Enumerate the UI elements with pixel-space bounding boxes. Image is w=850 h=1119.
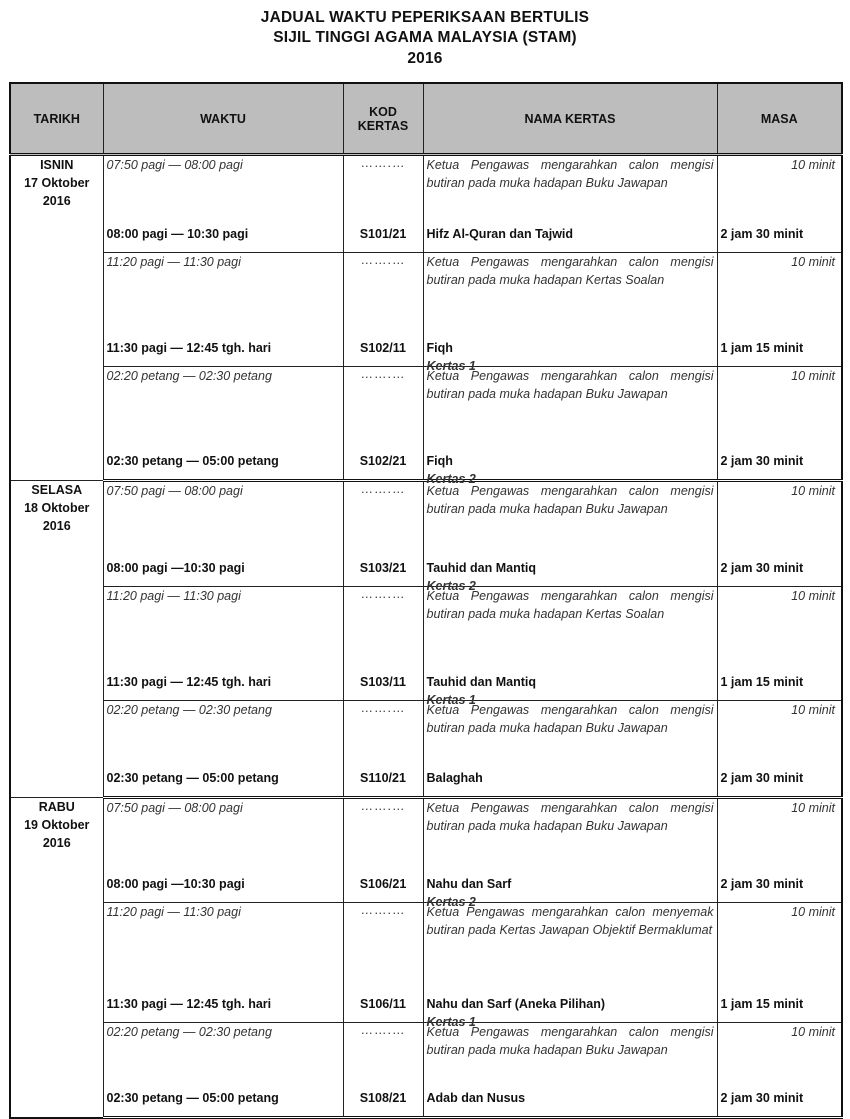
- exam-time: 02:30 petang — 05:00 petang: [106, 771, 279, 785]
- paper-part: Kertas 1: [426, 359, 476, 373]
- paper-name: Fiqh: [426, 454, 453, 468]
- session-row: [10, 903, 842, 1023]
- paper-name-cell: [423, 481, 717, 593]
- briefing-duration: 10 minit: [791, 255, 835, 269]
- duration-cell: [717, 903, 842, 1023]
- briefing-instruction: Ketua Pengawas mengarahkan calon mengisi butiran pada muka hadapan Buku Jawapan: [426, 703, 714, 735]
- paper-name: Balaghah: [426, 771, 483, 785]
- duration-cell: [717, 155, 842, 253]
- time-cell: [103, 587, 343, 701]
- header-tarikh: TARIKH: [10, 83, 103, 155]
- document-title-line-1: JADUAL WAKTU PEPERIKSAAN BERTULIS: [260, 9, 590, 26]
- paper-name-cell: [423, 253, 717, 373]
- briefing-time: 11:20 pagi — 11:30 pagi: [106, 905, 241, 919]
- paper-code: S103/11: [360, 675, 406, 689]
- briefing-time: 11:20 pagi — 11:30 pagi: [106, 589, 241, 603]
- session-row: [10, 587, 842, 701]
- code-cell: [343, 798, 423, 903]
- paper-name: Hifz Al-Quran dan Tajwid: [426, 227, 574, 241]
- paper-part: Kertas 1: [426, 1015, 476, 1029]
- session-row: [10, 155, 842, 253]
- briefing-code-placeholder: …….…: [360, 1023, 406, 1037]
- paper-part: Kertas 2: [426, 579, 476, 593]
- briefing-instruction: Ketua Pengawas mengarahkan calon mengisi butiran pada muka hadapan Kertas Soalan: [426, 255, 714, 287]
- duration-cell: [717, 587, 842, 701]
- briefing-time: 07:50 pagi — 08:00 pagi: [106, 484, 243, 498]
- session-row: [10, 367, 842, 481]
- header-kod-kertas: [343, 83, 423, 155]
- paper-part: Kertas 1: [426, 693, 476, 707]
- date-text: 2016: [42, 519, 71, 533]
- exam-time: 08:00 pagi — 10:30 pagi: [106, 227, 249, 241]
- paper-name-cell: [423, 587, 717, 707]
- briefing-duration: 10 minit: [791, 484, 835, 498]
- exam-timetable: [9, 82, 843, 1119]
- paper-duration: 1 jam 15 minit: [720, 997, 804, 1011]
- session-row: [10, 253, 842, 367]
- date-text: 2016: [42, 836, 71, 850]
- paper-name-cell: [423, 367, 717, 486]
- duration-cell: [717, 1023, 842, 1118]
- date-cell: [10, 481, 103, 798]
- briefing-time: 02:20 petang — 02:30 petang: [106, 369, 272, 383]
- code-cell: [343, 1023, 423, 1118]
- header-nama-kertas: NAMA KERTAS: [423, 83, 717, 155]
- exam-time: 11:30 pagi — 12:45 tgh. hari: [106, 341, 272, 355]
- paper-name: Fiqh: [426, 341, 453, 355]
- header-kod-line2: KERTAS: [357, 118, 409, 133]
- time-cell: [103, 798, 343, 903]
- paper-name: Adab dan Nusus: [426, 1091, 526, 1105]
- briefing-instruction: Ketua Pengawas mengarahkan calon mengisi butiran pada muka hadapan Kertas Soalan: [426, 589, 714, 621]
- briefing-instruction: Ketua Pengawas mengarahkan calon mengisi butiran pada muka hadapan Buku Jawapan: [426, 801, 714, 833]
- session-row: [10, 701, 842, 798]
- paper-name: Tauhid dan Mantiq: [426, 675, 536, 689]
- briefing-duration: 10 minit: [791, 158, 835, 172]
- briefing-code-placeholder: …….…: [360, 156, 406, 170]
- paper-name: Nahu dan Sarf (Aneka Pilihan): [426, 997, 606, 1011]
- paper-code: S102/11: [360, 341, 406, 355]
- briefing-duration: 10 minit: [791, 905, 835, 919]
- briefing-code-placeholder: …….…: [360, 701, 406, 715]
- briefing-time: 02:20 petang — 02:30 petang: [106, 1025, 272, 1039]
- briefing-code-placeholder: …….…: [360, 253, 406, 267]
- duration-cell: [717, 701, 842, 798]
- duration-cell: [717, 253, 842, 367]
- date-cell: [10, 798, 103, 1118]
- paper-duration: 2 jam 30 minit: [720, 227, 804, 241]
- paper-code: S106/11: [360, 997, 406, 1011]
- session-row: [10, 1023, 842, 1118]
- session-row: [10, 798, 842, 903]
- code-cell: [343, 903, 423, 1023]
- briefing-instruction: Ketua Pengawas mengarahkan calon mengisi butiran pada muka hadapan Buku Jawapan: [426, 158, 714, 190]
- briefing-duration: 10 minit: [791, 369, 835, 383]
- code-cell: [343, 587, 423, 701]
- briefing-instruction: Ketua Pengawas mengarahkan calon mengisi butiran pada muka hadapan Buku Jawapan: [426, 484, 714, 516]
- paper-duration: 2 jam 30 minit: [720, 771, 804, 785]
- time-cell: [103, 903, 343, 1023]
- paper-duration: 1 jam 15 minit: [720, 675, 804, 689]
- exam-time: 02:30 petang — 05:00 petang: [106, 454, 279, 468]
- document-title-year: 2016: [407, 50, 443, 67]
- date-text: 19 Oktober: [24, 818, 90, 832]
- exam-time: 11:30 pagi — 12:45 tgh. hari: [106, 997, 272, 1011]
- paper-name-cell: [423, 155, 717, 253]
- document-title-line-2: SIJIL TINGGI AGAMA MALAYSIA (STAM): [273, 29, 577, 46]
- code-cell: [343, 155, 423, 253]
- briefing-code-placeholder: …….…: [360, 367, 406, 381]
- paper-code: S106/21: [359, 877, 407, 891]
- paper-name: Nahu dan Sarf: [426, 877, 512, 891]
- time-cell: [103, 701, 343, 798]
- code-cell: [343, 367, 423, 481]
- briefing-code-placeholder: …….…: [360, 799, 406, 813]
- paper-code: S103/21: [359, 561, 407, 575]
- day-name: SELASA: [31, 483, 83, 497]
- paper-duration: 2 jam 30 minit: [720, 454, 804, 468]
- exam-time: 11:30 pagi — 12:45 tgh. hari: [106, 675, 272, 689]
- date-text: 17 Oktober: [24, 176, 90, 190]
- time-cell: [103, 367, 343, 481]
- timetable-body: [10, 155, 842, 1118]
- briefing-instruction: Ketua Pengawas mengarahkan calon menyemak butiran pada Kertas Jawapan Objektif Bermaklumat: [426, 905, 714, 937]
- header-waktu: WAKTU: [103, 83, 343, 155]
- paper-code: S101/21: [359, 227, 407, 241]
- paper-duration: 2 jam 30 minit: [720, 1091, 804, 1105]
- paper-part: Kertas 2: [426, 472, 476, 486]
- exam-time: 02:30 petang — 05:00 petang: [106, 1091, 279, 1105]
- duration-cell: [717, 367, 842, 481]
- time-cell: [103, 481, 343, 587]
- header-row: [10, 83, 842, 155]
- day-name: ISNIN: [40, 158, 74, 172]
- briefing-duration: 10 minit: [791, 703, 835, 717]
- briefing-instruction: Ketua Pengawas mengarahkan calon mengisi butiran pada muka hadapan Buku Jawapan: [426, 369, 714, 401]
- briefing-duration: 10 minit: [791, 1025, 835, 1039]
- exam-time: 08:00 pagi —10:30 pagi: [106, 561, 245, 575]
- paper-code: S108/21: [359, 1091, 407, 1105]
- code-cell: [343, 253, 423, 367]
- header-kod-line1: KOD: [369, 104, 397, 119]
- code-cell: [343, 701, 423, 798]
- time-cell: [103, 1023, 343, 1118]
- code-cell: [343, 481, 423, 587]
- session-row: [10, 481, 842, 587]
- paper-name-cell: [423, 1023, 717, 1118]
- briefing-duration: 10 minit: [791, 589, 835, 603]
- paper-duration: 1 jam 15 minit: [720, 341, 804, 355]
- exam-time: 08:00 pagi —10:30 pagi: [106, 877, 245, 891]
- paper-duration: 2 jam 30 minit: [720, 561, 804, 575]
- header-masa: MASA: [717, 83, 842, 155]
- date-text: 2016: [42, 194, 71, 208]
- briefing-time: 07:50 pagi — 08:00 pagi: [106, 801, 243, 815]
- day-name: RABU: [38, 800, 75, 814]
- paper-duration: 2 jam 30 minit: [720, 877, 804, 891]
- briefing-instruction: Ketua Pengawas mengarahkan calon mengisi butiran pada muka hadapan Buku Jawapan: [426, 1025, 714, 1057]
- briefing-time: 11:20 pagi — 11:30 pagi: [106, 255, 241, 269]
- paper-code: S110/21: [360, 771, 406, 785]
- paper-name-cell: [423, 701, 717, 798]
- date-text: 18 Oktober: [24, 501, 90, 515]
- paper-name: Tauhid dan Mantiq: [426, 561, 536, 575]
- briefing-code-placeholder: …….…: [360, 903, 406, 917]
- paper-code: S102/21: [359, 454, 407, 468]
- date-cell: [10, 155, 103, 481]
- briefing-duration: 10 minit: [791, 801, 835, 815]
- time-cell: [103, 155, 343, 253]
- briefing-time: 02:20 petang — 02:30 petang: [106, 703, 272, 717]
- briefing-code-placeholder: …….…: [360, 587, 406, 601]
- briefing-code-placeholder: …….…: [360, 482, 406, 496]
- paper-part: Kertas 2: [426, 895, 476, 909]
- briefing-time: 07:50 pagi — 08:00 pagi: [106, 158, 243, 172]
- paper-name-cell: [423, 798, 717, 909]
- duration-cell: [717, 798, 842, 903]
- duration-cell: [717, 481, 842, 587]
- paper-name-cell: [423, 903, 717, 1029]
- time-cell: [103, 253, 343, 367]
